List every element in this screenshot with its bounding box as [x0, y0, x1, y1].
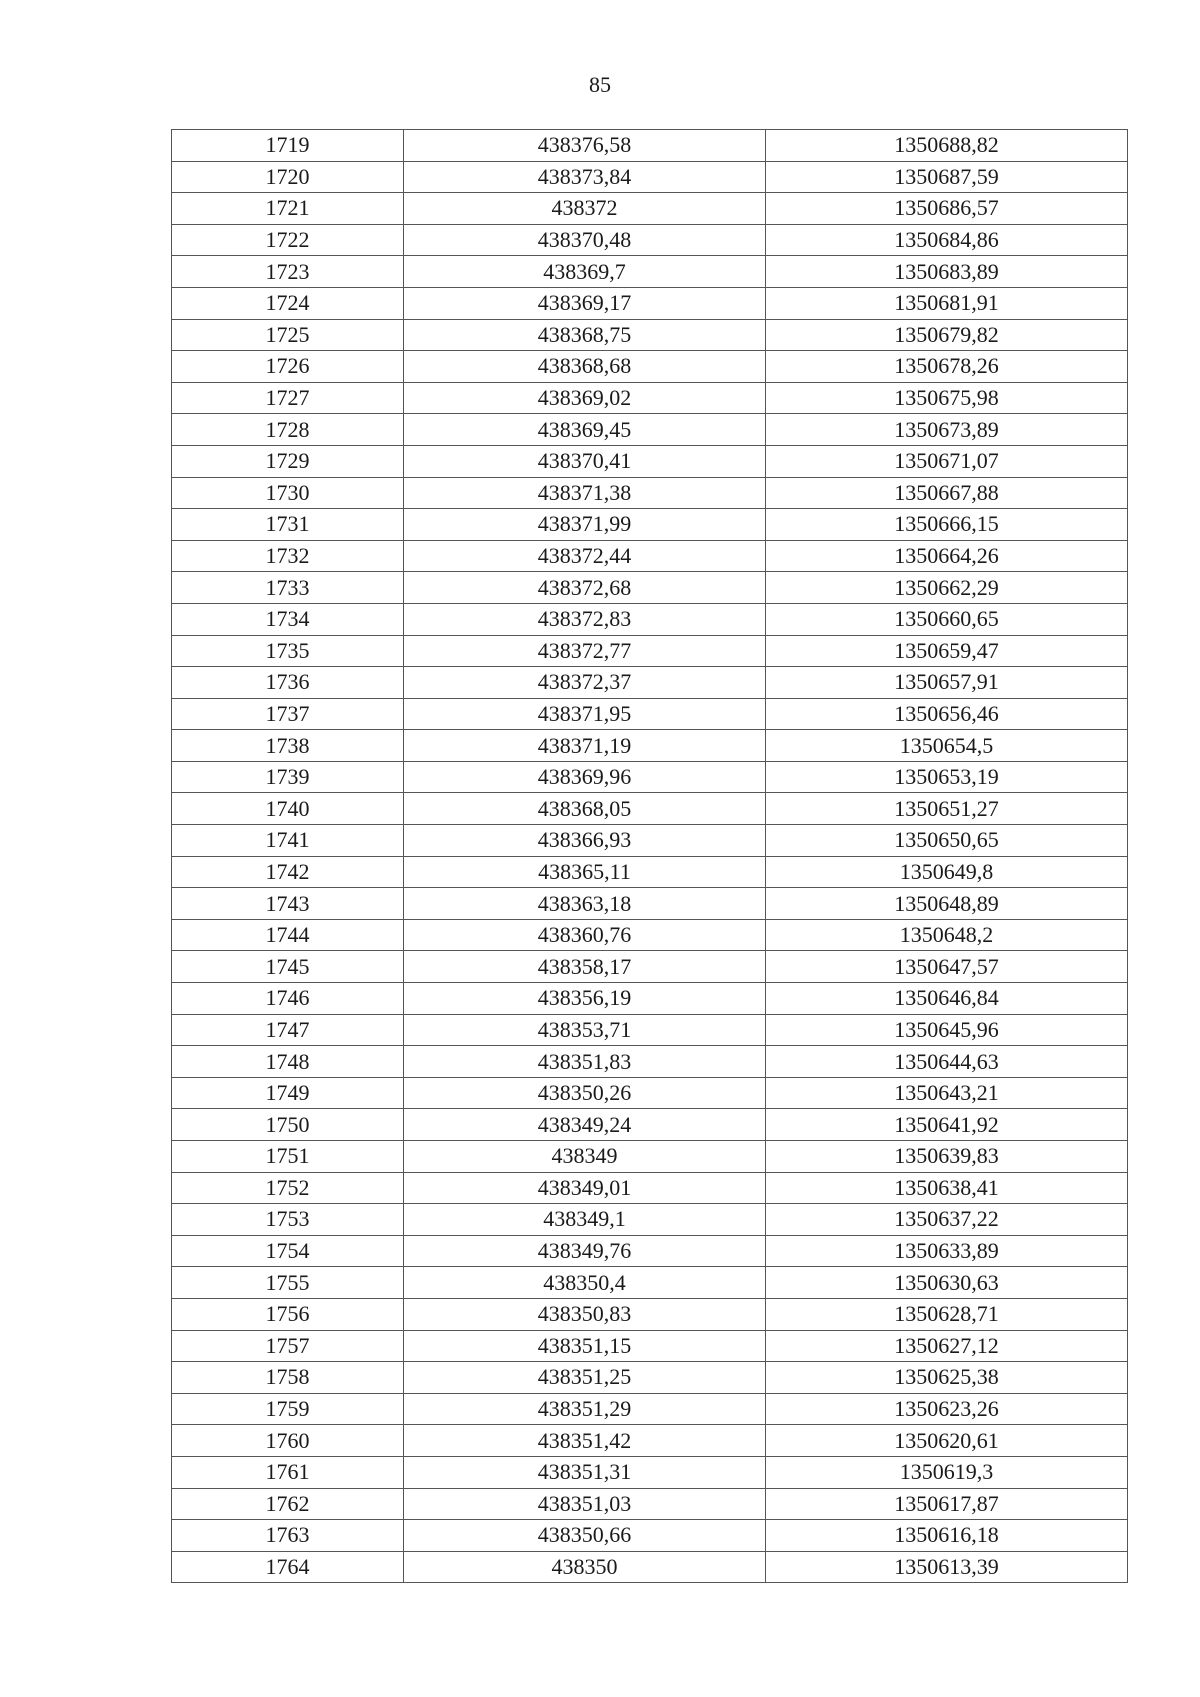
table-row: [172, 919, 1128, 951]
table-row: [172, 856, 1128, 888]
x-coordinate-cell: 438372,44: [404, 540, 766, 572]
table-row: [172, 1046, 1128, 1078]
point-number-cell: 1755: [172, 1267, 404, 1299]
point-number-cell: 1740: [172, 793, 404, 825]
table-row: [172, 193, 1128, 225]
table-row: [172, 1014, 1128, 1046]
y-coordinate-cell: 1350667,88: [766, 477, 1128, 509]
x-coordinate-cell: 438350,26: [404, 1077, 766, 1109]
point-number-cell: 1757: [172, 1330, 404, 1362]
point-number-cell: 1737: [172, 698, 404, 730]
point-number-cell: 1728: [172, 414, 404, 446]
x-coordinate-cell: 438351,03: [404, 1488, 766, 1520]
table-row: [172, 603, 1128, 635]
y-coordinate-cell: 1350684,86: [766, 224, 1128, 256]
table-row: [172, 825, 1128, 857]
x-coordinate-cell: 438349: [404, 1141, 766, 1173]
y-coordinate-cell: 1350645,96: [766, 1014, 1128, 1046]
x-coordinate-cell: 438356,19: [404, 983, 766, 1015]
y-coordinate-cell: 1350686,57: [766, 193, 1128, 225]
x-coordinate-cell: 438351,42: [404, 1425, 766, 1457]
x-coordinate-cell: 438351,83: [404, 1046, 766, 1078]
y-coordinate-cell: 1350654,5: [766, 730, 1128, 762]
y-coordinate-cell: 1350630,63: [766, 1267, 1128, 1299]
point-number-cell: 1726: [172, 351, 404, 383]
y-coordinate-cell: 1350623,26: [766, 1393, 1128, 1425]
y-coordinate-cell: 1350662,29: [766, 572, 1128, 604]
y-coordinate-cell: 1350638,41: [766, 1172, 1128, 1204]
y-coordinate-cell: 1350619,3: [766, 1456, 1128, 1488]
point-number-cell: 1763: [172, 1520, 404, 1552]
table-row: [172, 1172, 1128, 1204]
y-coordinate-cell: 1350673,89: [766, 414, 1128, 446]
y-coordinate-cell: 1350651,27: [766, 793, 1128, 825]
point-number-cell: 1732: [172, 540, 404, 572]
x-coordinate-cell: 438360,76: [404, 919, 766, 951]
table-row: [172, 635, 1128, 667]
table-row: [172, 256, 1128, 288]
table-row: [172, 1141, 1128, 1173]
x-coordinate-cell: 438349,1: [404, 1204, 766, 1236]
table-row: [172, 951, 1128, 983]
table-row: [172, 1362, 1128, 1394]
y-coordinate-cell: 1350653,19: [766, 761, 1128, 793]
x-coordinate-cell: 438371,95: [404, 698, 766, 730]
table-row: [172, 161, 1128, 193]
x-coordinate-cell: 438366,93: [404, 825, 766, 857]
y-coordinate-cell: 1350688,82: [766, 130, 1128, 162]
x-coordinate-cell: 438368,05: [404, 793, 766, 825]
y-coordinate-cell: 1350650,65: [766, 825, 1128, 857]
point-number-cell: 1733: [172, 572, 404, 604]
x-coordinate-cell: 438369,45: [404, 414, 766, 446]
y-coordinate-cell: 1350648,89: [766, 888, 1128, 920]
point-number-cell: 1727: [172, 382, 404, 414]
point-number-cell: 1749: [172, 1077, 404, 1109]
y-coordinate-cell: 1350671,07: [766, 445, 1128, 477]
x-coordinate-cell: 438371,19: [404, 730, 766, 762]
x-coordinate-cell: 438368,75: [404, 319, 766, 351]
y-coordinate-cell: 1350637,22: [766, 1204, 1128, 1236]
table-row: [172, 667, 1128, 699]
table-row: [172, 509, 1128, 541]
x-coordinate-cell: 438370,48: [404, 224, 766, 256]
point-number-cell: 1720: [172, 161, 404, 193]
y-coordinate-cell: 1350659,47: [766, 635, 1128, 667]
table-row: [172, 983, 1128, 1015]
y-coordinate-cell: 1350648,2: [766, 919, 1128, 951]
table-row: [172, 1456, 1128, 1488]
x-coordinate-cell: 438349,24: [404, 1109, 766, 1141]
point-number-cell: 1730: [172, 477, 404, 509]
table-row: [172, 1235, 1128, 1267]
point-number-cell: 1752: [172, 1172, 404, 1204]
point-number-cell: 1751: [172, 1141, 404, 1173]
point-number-cell: 1721: [172, 193, 404, 225]
y-coordinate-cell: 1350679,82: [766, 319, 1128, 351]
point-number-cell: 1735: [172, 635, 404, 667]
x-coordinate-cell: 438350,4: [404, 1267, 766, 1299]
table-row: [172, 414, 1128, 446]
point-number-cell: 1723: [172, 256, 404, 288]
x-coordinate-cell: 438349,01: [404, 1172, 766, 1204]
y-coordinate-cell: 1350639,83: [766, 1141, 1128, 1173]
x-coordinate-cell: 438368,68: [404, 351, 766, 383]
point-number-cell: 1759: [172, 1393, 404, 1425]
table-row: [172, 477, 1128, 509]
table-row: [172, 572, 1128, 604]
y-coordinate-cell: 1350656,46: [766, 698, 1128, 730]
x-coordinate-cell: 438372,37: [404, 667, 766, 699]
point-number-cell: 1758: [172, 1362, 404, 1394]
y-coordinate-cell: 1350657,91: [766, 667, 1128, 699]
table-row: [172, 888, 1128, 920]
point-number-cell: 1753: [172, 1204, 404, 1236]
x-coordinate-cell: 438376,58: [404, 130, 766, 162]
table-row: [172, 793, 1128, 825]
point-number-cell: 1750: [172, 1109, 404, 1141]
point-number-cell: 1756: [172, 1298, 404, 1330]
y-coordinate-cell: 1350633,89: [766, 1235, 1128, 1267]
table-row: [172, 1393, 1128, 1425]
x-coordinate-cell: 438372: [404, 193, 766, 225]
point-number-cell: 1731: [172, 509, 404, 541]
table-row: [172, 351, 1128, 383]
table-row: [172, 1267, 1128, 1299]
y-coordinate-cell: 1350647,57: [766, 951, 1128, 983]
point-number-cell: 1743: [172, 888, 404, 920]
x-coordinate-cell: 438349,76: [404, 1235, 766, 1267]
y-coordinate-cell: 1350646,84: [766, 983, 1128, 1015]
y-coordinate-cell: 1350666,15: [766, 509, 1128, 541]
point-number-cell: 1725: [172, 319, 404, 351]
point-number-cell: 1722: [172, 224, 404, 256]
y-coordinate-cell: 1350681,91: [766, 287, 1128, 319]
x-coordinate-cell: 438369,17: [404, 287, 766, 319]
point-number-cell: 1741: [172, 825, 404, 857]
y-coordinate-cell: 1350644,63: [766, 1046, 1128, 1078]
x-coordinate-cell: 438351,29: [404, 1393, 766, 1425]
x-coordinate-cell: 438350,83: [404, 1298, 766, 1330]
y-coordinate-cell: 1350617,87: [766, 1488, 1128, 1520]
point-number-cell: 1745: [172, 951, 404, 983]
table-row: [172, 1077, 1128, 1109]
x-coordinate-cell: 438372,68: [404, 572, 766, 604]
table-row: [172, 1425, 1128, 1457]
x-coordinate-cell: 438369,96: [404, 761, 766, 793]
y-coordinate-cell: 1350628,71: [766, 1298, 1128, 1330]
x-coordinate-cell: 438371,99: [404, 509, 766, 541]
table-row: [172, 1488, 1128, 1520]
point-number-cell: 1719: [172, 130, 404, 162]
y-coordinate-cell: 1350664,26: [766, 540, 1128, 572]
table-row: [172, 1204, 1128, 1236]
coordinates-table: [171, 129, 1128, 1583]
table-row: [172, 1330, 1128, 1362]
table-row: [172, 698, 1128, 730]
y-coordinate-cell: 1350620,61: [766, 1425, 1128, 1457]
x-coordinate-cell: 438351,25: [404, 1362, 766, 1394]
point-number-cell: 1734: [172, 603, 404, 635]
x-coordinate-cell: 438373,84: [404, 161, 766, 193]
x-coordinate-cell: 438365,11: [404, 856, 766, 888]
y-coordinate-cell: 1350627,12: [766, 1330, 1128, 1362]
coordinates-table-body: [172, 130, 1128, 1583]
x-coordinate-cell: 438363,18: [404, 888, 766, 920]
y-coordinate-cell: 1350643,21: [766, 1077, 1128, 1109]
table-row: [172, 1298, 1128, 1330]
y-coordinate-cell: 1350683,89: [766, 256, 1128, 288]
x-coordinate-cell: 438371,38: [404, 477, 766, 509]
point-number-cell: 1747: [172, 1014, 404, 1046]
table-row: [172, 224, 1128, 256]
table-row: [172, 730, 1128, 762]
point-number-cell: 1736: [172, 667, 404, 699]
x-coordinate-cell: 438358,17: [404, 951, 766, 983]
y-coordinate-cell: 1350660,65: [766, 603, 1128, 635]
table-row: [172, 540, 1128, 572]
y-coordinate-cell: 1350649,8: [766, 856, 1128, 888]
point-number-cell: 1760: [172, 1425, 404, 1457]
x-coordinate-cell: 438350,66: [404, 1520, 766, 1552]
y-coordinate-cell: 1350641,92: [766, 1109, 1128, 1141]
table-row: [172, 382, 1128, 414]
x-coordinate-cell: 438350: [404, 1551, 766, 1583]
table-row: [172, 761, 1128, 793]
point-number-cell: 1744: [172, 919, 404, 951]
y-coordinate-cell: 1350678,26: [766, 351, 1128, 383]
point-number-cell: 1761: [172, 1456, 404, 1488]
point-number-cell: 1739: [172, 761, 404, 793]
point-number-cell: 1762: [172, 1488, 404, 1520]
page-number: 85: [589, 72, 611, 97]
point-number-cell: 1738: [172, 730, 404, 762]
table-row: [172, 1109, 1128, 1141]
point-number-cell: 1746: [172, 983, 404, 1015]
table-row: [172, 445, 1128, 477]
table-row: [172, 319, 1128, 351]
x-coordinate-cell: 438370,41: [404, 445, 766, 477]
point-number-cell: 1764: [172, 1551, 404, 1583]
point-number-cell: 1742: [172, 856, 404, 888]
y-coordinate-cell: 1350687,59: [766, 161, 1128, 193]
x-coordinate-cell: 438372,83: [404, 603, 766, 635]
table-row: [172, 130, 1128, 162]
point-number-cell: 1724: [172, 287, 404, 319]
x-coordinate-cell: 438369,02: [404, 382, 766, 414]
point-number-cell: 1754: [172, 1235, 404, 1267]
y-coordinate-cell: 1350616,18: [766, 1520, 1128, 1552]
table-row: [172, 1520, 1128, 1552]
table-row: [172, 1551, 1128, 1583]
point-number-cell: 1748: [172, 1046, 404, 1078]
x-coordinate-cell: 438353,71: [404, 1014, 766, 1046]
table-row: [172, 287, 1128, 319]
x-coordinate-cell: 438372,77: [404, 635, 766, 667]
x-coordinate-cell: 438351,31: [404, 1456, 766, 1488]
x-coordinate-cell: 438351,15: [404, 1330, 766, 1362]
y-coordinate-cell: 1350625,38: [766, 1362, 1128, 1394]
y-coordinate-cell: 1350613,39: [766, 1551, 1128, 1583]
x-coordinate-cell: 438369,7: [404, 256, 766, 288]
y-coordinate-cell: 1350675,98: [766, 382, 1128, 414]
point-number-cell: 1729: [172, 445, 404, 477]
